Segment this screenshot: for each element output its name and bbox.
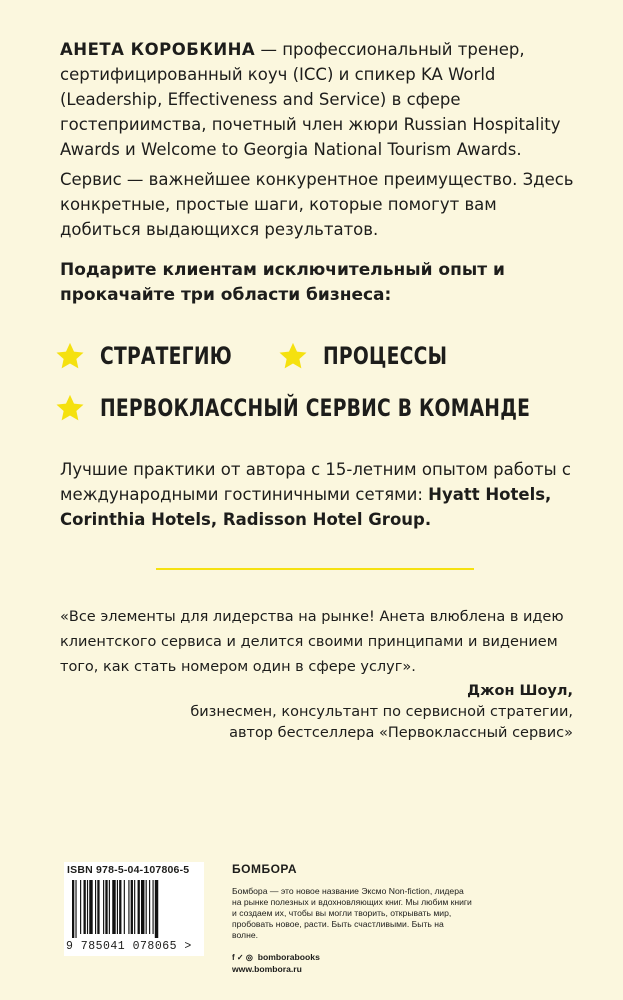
barcode-bar — [131, 880, 133, 934]
barcode-bar — [89, 880, 92, 934]
hotel-list: Hyatt Hotels, Corinthia Hotels, Radisson Hotel Group. — [60, 485, 552, 529]
quote-author-title: бизнесмен, консультант по сервисной стратегии, — [190, 704, 573, 720]
divider — [156, 568, 474, 570]
publisher-description: Бомбора — это новое название Эксмо Non-fiction, лидера на рынке полезных и вдохновляющих книг. Мы любим книги и создаем их, чтобы вы могли творить, открывать мир, пробовать новое, расти. Быть счастливыми. Быть на волне. — [232, 886, 472, 940]
pillar-label: СТРАТЕГИЮ — [100, 342, 232, 370]
barcode-digits: 9 785041 078065 > — [66, 940, 192, 953]
practice-text: Лучшие практики от автора с 15-летним опытом работы с международными гостиничными сетями: — [60, 460, 571, 504]
barcode-bar — [155, 880, 158, 938]
barcode-bar — [84, 880, 86, 934]
barcode-bar — [146, 880, 147, 934]
author-bio — [60, 37, 574, 162]
barcode-bar — [109, 880, 110, 934]
publisher-logo: БОМБОРА — [232, 862, 298, 876]
barcode-bar — [149, 880, 150, 934]
pillar-processes — [278, 341, 482, 371]
star-icon — [55, 393, 85, 423]
barcode-bar — [97, 880, 99, 934]
barcode-bar — [75, 880, 76, 938]
barcode-bar — [103, 880, 104, 934]
barcode-bar — [72, 880, 74, 938]
barcode — [64, 862, 204, 956]
social-icons: f ✓ ◎ — [232, 952, 253, 962]
barcode-bar — [128, 880, 129, 934]
barcode-bar — [119, 880, 121, 934]
intro-paragraph: Сервис — важнейшее конкурентное преимущество. Здесь конкретные, простые шаги, которые помогут вам добиться выдающихся результатов. — [60, 170, 574, 239]
barcode-bar — [141, 880, 144, 934]
barcode-bar — [105, 880, 107, 934]
pillar-label: ПРОЦЕССЫ — [323, 342, 448, 370]
barcode-bar — [95, 880, 96, 934]
barcode-bar — [87, 880, 88, 934]
pillar-strategy — [55, 341, 269, 371]
barcode-bar — [124, 880, 125, 934]
barcode-bar — [134, 880, 135, 934]
isbn-label: ISBN 978-5-04-107806-5 — [67, 864, 190, 876]
pillar-label: ПЕРВОКЛАССНЫЙ СЕРВИС В КОМАНДЕ — [100, 394, 531, 422]
barcode-bar — [112, 880, 115, 934]
barcode-bars — [72, 880, 190, 938]
lead-heading: Подарите клиентам исключительный опыт и прокачайте три области бизнеса: — [60, 260, 505, 305]
quote-author: Джон Шоул, — [467, 683, 573, 699]
barcode-bar — [138, 880, 140, 934]
barcode-bar — [153, 880, 154, 934]
practice-paragraph — [60, 457, 574, 532]
social-handle: bomborabooks — [257, 952, 320, 962]
review-quote: «Все элементы для лидерства на рынке! Анета влюблена в идею клиентского сервиса и делится своими принципами и видением того, как стать номером один в сфере услуг». — [60, 609, 564, 675]
author-name: АНЕТА КОРОБКИНА — [60, 40, 256, 59]
publisher-website[interactable]: www.bombora.ru — [232, 964, 302, 974]
star-icon — [278, 341, 308, 371]
pillar-service — [55, 393, 623, 423]
social-links — [232, 952, 320, 962]
author-bio-text: — профессиональный тренер, сертифицированный коуч (ICC) и спикер KA World (Leadership, Effectiveness and Service) в сфере гостеприимства, почетный член жюри Russian Hospitality Awards и Welcome to Georgia National Tourism Awards. — [60, 40, 561, 159]
barcode-bar — [117, 880, 118, 934]
quote-author-credit: автор бестселлера «Первоклассный сервис» — [229, 725, 573, 741]
star-icon — [55, 341, 85, 371]
barcode-bar — [80, 880, 81, 934]
